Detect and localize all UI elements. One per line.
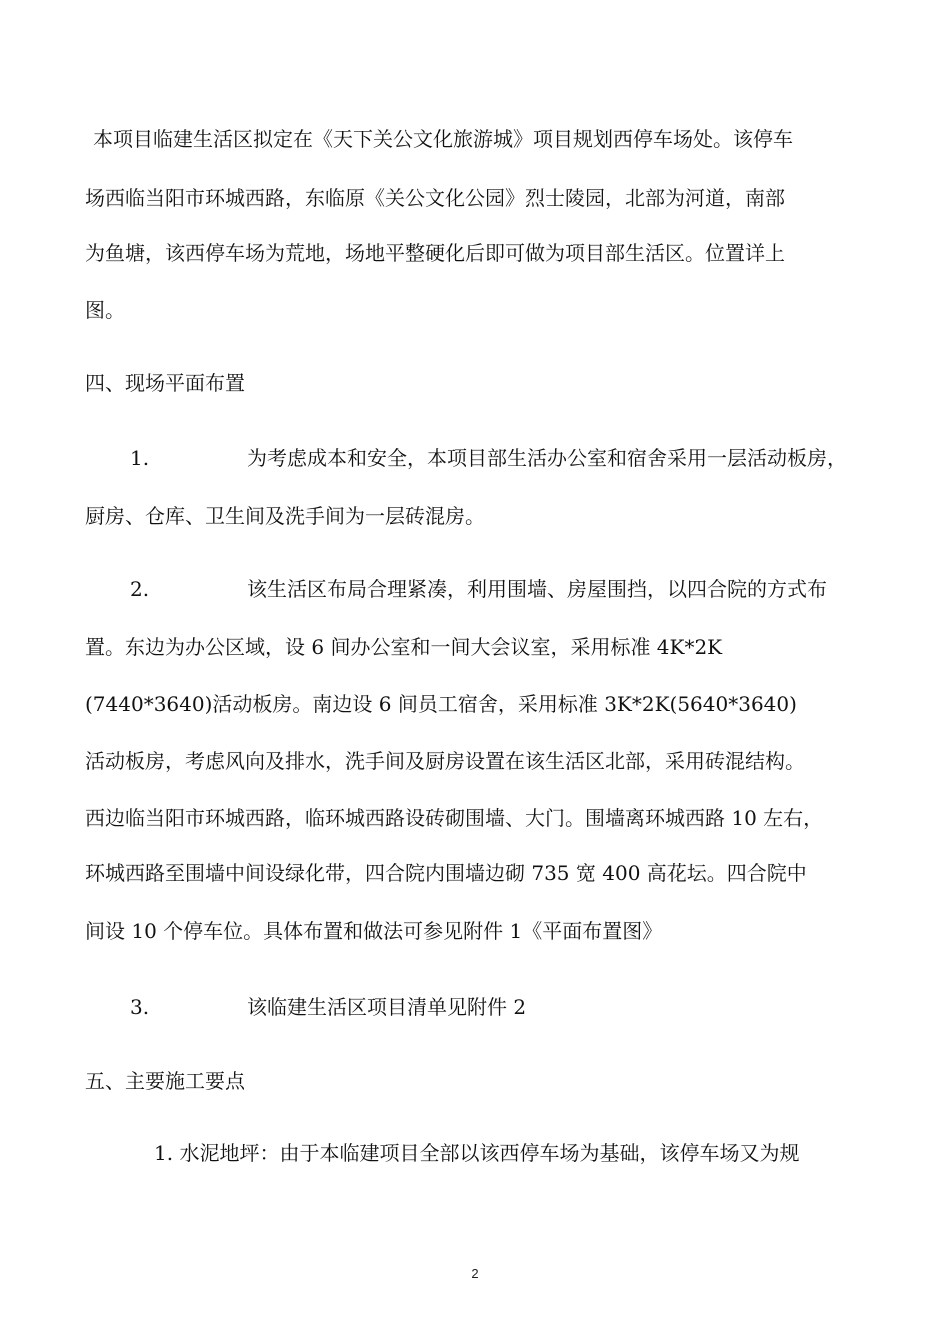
section-heading: 四、现场平面布置 — [85, 371, 245, 395]
list-item-line: 置。东边为办公区域，设 6 间办公室和一间大会议室，采用标准 4K*2K — [85, 635, 723, 659]
paragraph-line: 场西临当阳市环城西路，东临原《关公文化公园》烈士陵园，北部为河道，南部 — [85, 186, 785, 210]
list-item-line: (7440*3640)活动板房。南边设 6 间员工宿舍，采用标准 3K*2K(5640*3640) — [85, 692, 797, 716]
list-item-number: 2. — [130, 577, 150, 601]
paragraph-line: 本项目临建生活区拟定在《天下关公文化旅游城》项目规划西停车场处。该停车 — [93, 127, 793, 151]
page-number: 2 — [471, 1266, 479, 1281]
list-item-line: 1. 水泥地坪：由于本临建项目全部以该西停车场为基础，该停车场又为规 — [154, 1141, 800, 1165]
list-item-line: 活动板房，考虑风向及排水，洗手间及厨房设置在该生活区北部，采用砖混结构。 — [85, 749, 805, 773]
list-item-text: 该临建生活区项目清单见附件 2 — [247, 995, 527, 1019]
list-item-line: 西边临当阳市环城西路，临环城西路设砖砌围墙、大门。围墙离环城西路 10 左右， — [85, 806, 824, 830]
list-item-line — [130, 993, 526, 1021]
list-item-line: 环城西路至围墙中间设绿化带，四合院内围墙边砌 735 宽 400 高花坛。四合院中 — [85, 861, 807, 885]
list-item-line: 间设 10 个停车位。具体布置和做法可参见附件 1《平面布置图》 — [85, 919, 663, 943]
paragraph-line: 图。 — [85, 298, 125, 322]
list-item-number: 3. — [130, 995, 150, 1019]
list-item-line: 厨房、仓库、卫生间及洗手间为一层砖混房。 — [85, 504, 485, 528]
list-item-number: 1. — [130, 446, 150, 470]
list-item-text: 该生活区布局合理紧凑，利用围墙、房屋围挡，以四合院的方式布 — [247, 577, 827, 601]
list-item-line — [130, 575, 827, 603]
list-item-text: 为考虑成本和安全，本项目部生活办公室和宿舍采用一层活动板房， — [247, 446, 847, 470]
list-item-line — [130, 444, 847, 472]
section-heading: 五、主要施工要点 — [85, 1069, 245, 1093]
paragraph-line: 为鱼塘，该西停车场为荒地，场地平整硬化后即可做为项目部生活区。位置详上 — [85, 241, 785, 265]
